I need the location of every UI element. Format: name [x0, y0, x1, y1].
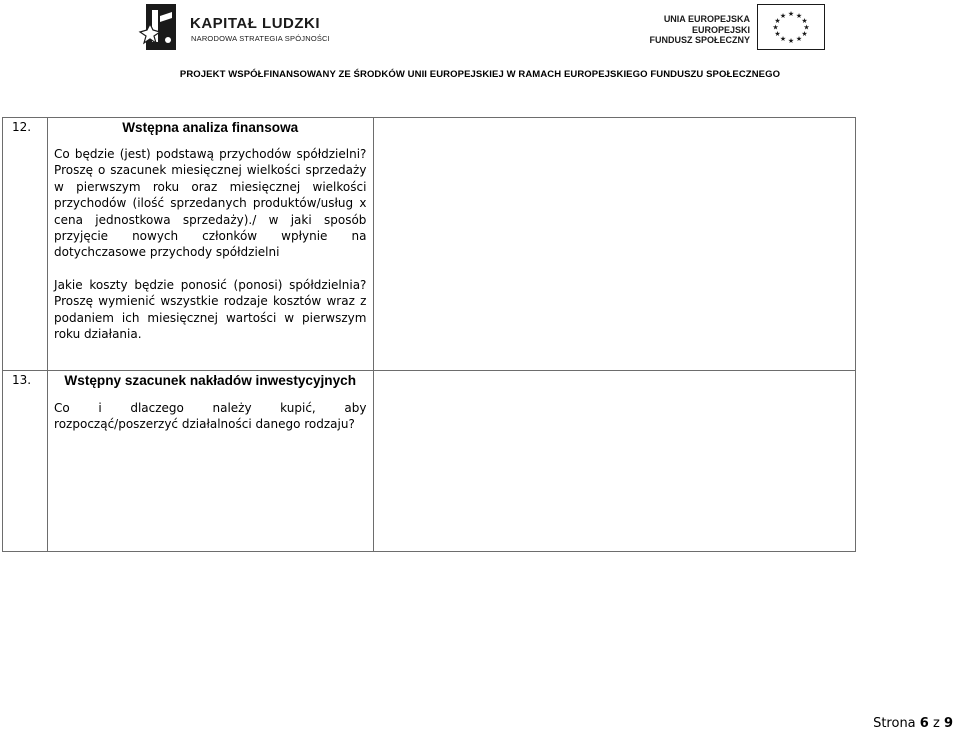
eu-flag-icon [757, 4, 825, 50]
svg-text:★: ★ [774, 30, 781, 38]
svg-text:★: ★ [787, 37, 795, 45]
question-text: Co będzie (jest) podstawą przychodów spółdzielni? Proszę o szacunek miesięcznej wielkości sprzedaży w pierwszym roku oraz miesięcznej wielkości przychodów (ilość sprzedanych produktów/usług x cena jednostkowa sprzedaży)./ w jaki sposób przyjęcie nowych członków wpłynie na dotychczasowe przychody spółdzielni [54, 147, 367, 260]
svg-text:★: ★ [801, 30, 808, 38]
page-of-label: z [932, 716, 940, 731]
row-number-cell [3, 118, 48, 371]
answer-field[interactable] [374, 118, 856, 371]
question-cell [48, 371, 374, 552]
svg-text:★: ★ [774, 17, 781, 25]
table-row [3, 118, 856, 371]
kapital-ludzki-title: KAPITAŁ LUDZKI [190, 15, 321, 32]
svg-text:★: ★ [779, 12, 787, 20]
form-table [2, 117, 856, 552]
section-title: Wstępna analiza finansowa [122, 120, 299, 135]
svg-text:★: ★ [787, 10, 795, 18]
total-pages-number: 9 [943, 716, 953, 731]
svg-text:★: ★ [795, 12, 803, 20]
answer-field[interactable] [374, 371, 856, 552]
question-text: Co i dlaczego należy kupić, aby rozpocząć/poszerzyć działalności danego rodzaju? [54, 401, 367, 432]
project-cofinancing-line: PROJEKT WSPÓŁFINANSOWANY ZE ŚRODKÓW UNII EUROPEJSKIEJ W RAMACH EUROPEJSKIEGO FUNDUSZU SPOŁECZNEGO [179, 69, 781, 80]
row-number: 13. [12, 373, 32, 387]
eu-line-1: UNIA EUROPEJSKA [663, 14, 750, 24]
page-header [0, 0, 960, 95]
section-title: Wstępny szacunek nakładów inwestycyjnych [64, 373, 357, 388]
eu-fund-text [649, 14, 750, 46]
question-text: Jakie koszty będzie ponosić (ponosi) spółdzielnia? Proszę wymienić wszystkie rodzaje kosztów wraz z podaniem ich miesięcznej wartości w pierwszym roku działania. [54, 277, 367, 342]
page-label: Strona [873, 716, 916, 731]
kapital-ludzki-logo [138, 2, 328, 54]
kapital-ludzki-emblem-icon [138, 2, 188, 54]
kapital-ludzki-subtitle: NARODOWA STRATEGIA SPÓJNOŚCI [191, 34, 330, 43]
eu-line-2: EUROPEJSKI [691, 24, 750, 35]
svg-text:★: ★ [801, 17, 808, 25]
eu-line-3: FUNDUSZ SPOŁECZNY [649, 35, 750, 45]
row-number: 12. [12, 120, 32, 134]
question-cell [48, 118, 374, 371]
svg-text:★: ★ [779, 35, 787, 43]
svg-text:★: ★ [795, 35, 803, 43]
svg-text:★: ★ [772, 23, 779, 32]
page-footer [873, 716, 953, 731]
row-number-cell [3, 371, 48, 552]
svg-text:★: ★ [803, 23, 810, 32]
table-row [3, 371, 856, 552]
current-page-number: 6 [919, 716, 929, 731]
